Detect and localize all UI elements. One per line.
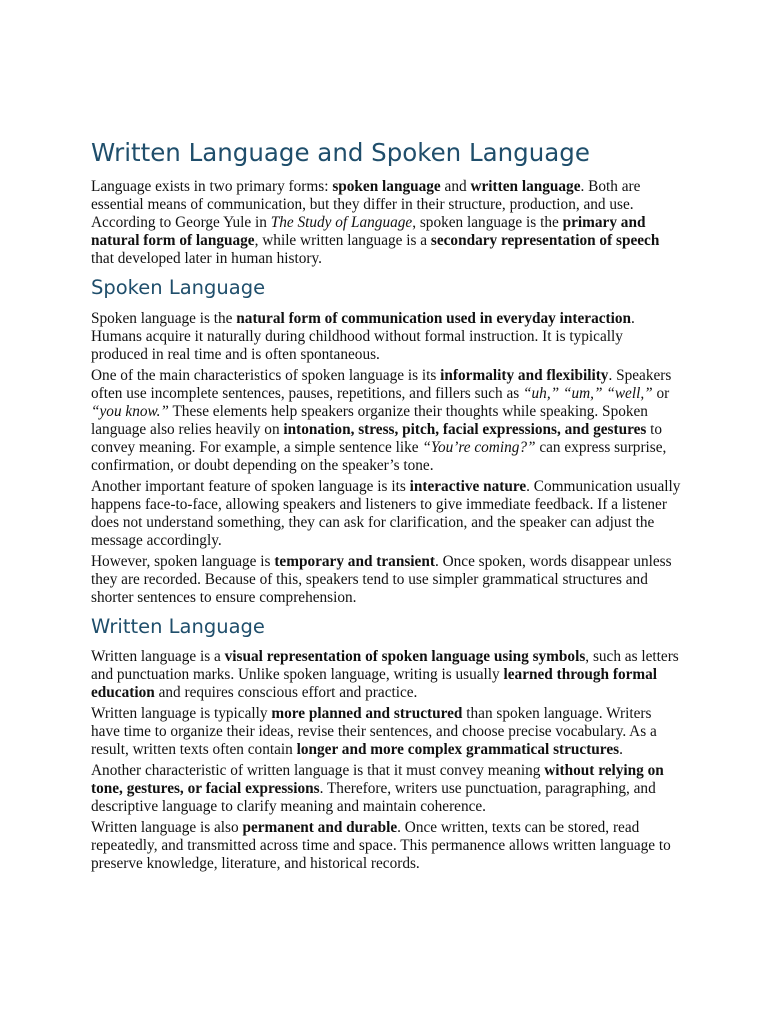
bold-text: primary and natural form of language <box>91 214 646 250</box>
paragraph-spoken-3 <box>91 478 681 550</box>
italic-text: “You’re coming?” <box>422 438 536 456</box>
paragraph-intro-1 <box>91 178 681 268</box>
text-run: Language exists in two primary forms: <box>91 178 333 196</box>
bold-text: visual representation of spoken language using symbols <box>224 648 586 666</box>
section-heading-written: Written Language <box>91 614 265 638</box>
bold-text: natural form of communication used in everyday interaction <box>236 309 632 327</box>
text-run: Written language is a <box>91 648 225 666</box>
italic-text: “uh,” “um,” “well,” <box>523 384 653 402</box>
text-run: can express surprise, confirmation, or doubt depending on the speaker’s tone. <box>91 438 667 474</box>
document-body <box>91 178 681 873</box>
text-run: One of the main characteristics of spoken language is its <box>91 366 441 384</box>
text-run: Spoken language is the <box>91 309 237 327</box>
bold-text: interactive nature <box>409 477 527 495</box>
text-run: . Humans acquire it naturally during childhood without formal instruction. It is typically produced in real time and is often spontaneous. <box>91 309 635 363</box>
text-run: . Therefore, writers use punctuation, paragraphing, and descriptive language to clarify meaning and maintain coherence. <box>91 780 656 816</box>
text-run: However, spoken language is <box>91 552 275 570</box>
text-run: . Once written, texts can be stored, read repeatedly, and transmitted across time and space. This permanence allows written language to preserve knowledge, literature, and historical records. <box>91 819 671 873</box>
text-run: . <box>619 741 623 759</box>
bold-text: more planned and structured <box>271 705 463 723</box>
bold-text: permanent and durable <box>242 819 398 837</box>
text-run: . Communication usually happens face-to-face, allowing speakers and listeners to give immediate feedback. If a listener does not understand something, they can ask for clarification, and the speaker can adjust the message accordingly. <box>91 477 681 549</box>
paragraph-written-4 <box>91 819 681 873</box>
text-run: Written language is typically <box>91 705 272 723</box>
text-run: . Once spoken, words disappear unless they are recorded. Because of this, speakers tend to use simpler grammatical structures and shorter sentences to ensure comprehension. <box>91 552 672 606</box>
bold-text: secondary representation of speech <box>430 232 660 250</box>
bold-text: longer and more complex grammatical structures <box>296 741 620 759</box>
text-run: , spoken language is the <box>412 214 563 232</box>
paragraph-spoken-4 <box>91 553 681 607</box>
paragraph-written-3 <box>91 762 681 816</box>
text-run: These elements help speakers organize their thoughts while speaking. Spoken language also relies heavily on <box>91 402 648 438</box>
text-run: to convey meaning. For example, a simple sentence like <box>91 420 663 456</box>
bold-text: learned through formal education <box>91 666 658 702</box>
document-page <box>91 138 681 876</box>
bold-text: without relying on tone, gestures, or facial expressions <box>91 762 664 798</box>
text-run: , such as letters and punctuation marks. Unlike spoken language, writing is usually <box>91 648 679 684</box>
document-title: Written Language and Spoken Language <box>91 138 590 167</box>
text-run: Another important feature of spoken language is its <box>91 477 410 495</box>
text-run: Another characteristic of written language is that it must convey meaning <box>91 762 545 780</box>
bold-text: intonation, stress, pitch, facial expressions, and gestures <box>283 420 647 438</box>
bold-text: written language <box>470 178 581 196</box>
paragraph-written-2 <box>91 705 681 759</box>
italic-text: “you know.” <box>91 402 169 420</box>
paragraph-written-1 <box>91 648 681 702</box>
text-run: that developed later in human history. <box>91 250 322 268</box>
italic-text: The Study of Language <box>270 214 413 232</box>
paragraph-spoken-1 <box>91 310 681 364</box>
bold-text: spoken language <box>332 178 441 196</box>
text-run: and requires conscious effort and practice. <box>154 684 418 702</box>
section-heading-spoken: Spoken Language <box>91 276 266 300</box>
text-run: and <box>440 178 471 196</box>
text-run: than spoken language. Writers have time to organize their ideas, revise their sentences, and choose precise vocabulary. As a result, written texts often contain <box>91 705 657 759</box>
bold-text: informality and flexibility <box>440 366 609 384</box>
text-run: , while written language is a <box>254 232 431 250</box>
bold-text: temporary and transient <box>274 552 435 570</box>
text-run: . Both are essential means of communication, but they differ in their structure, production, and use. According to George Yule in <box>91 178 641 232</box>
text-run: or <box>652 384 670 402</box>
text-run: . Speakers often use incomplete sentences, pauses, repetitions, and fillers such as <box>91 366 672 402</box>
text-run: Written language is also <box>91 819 243 837</box>
paragraph-spoken-2 <box>91 367 681 475</box>
